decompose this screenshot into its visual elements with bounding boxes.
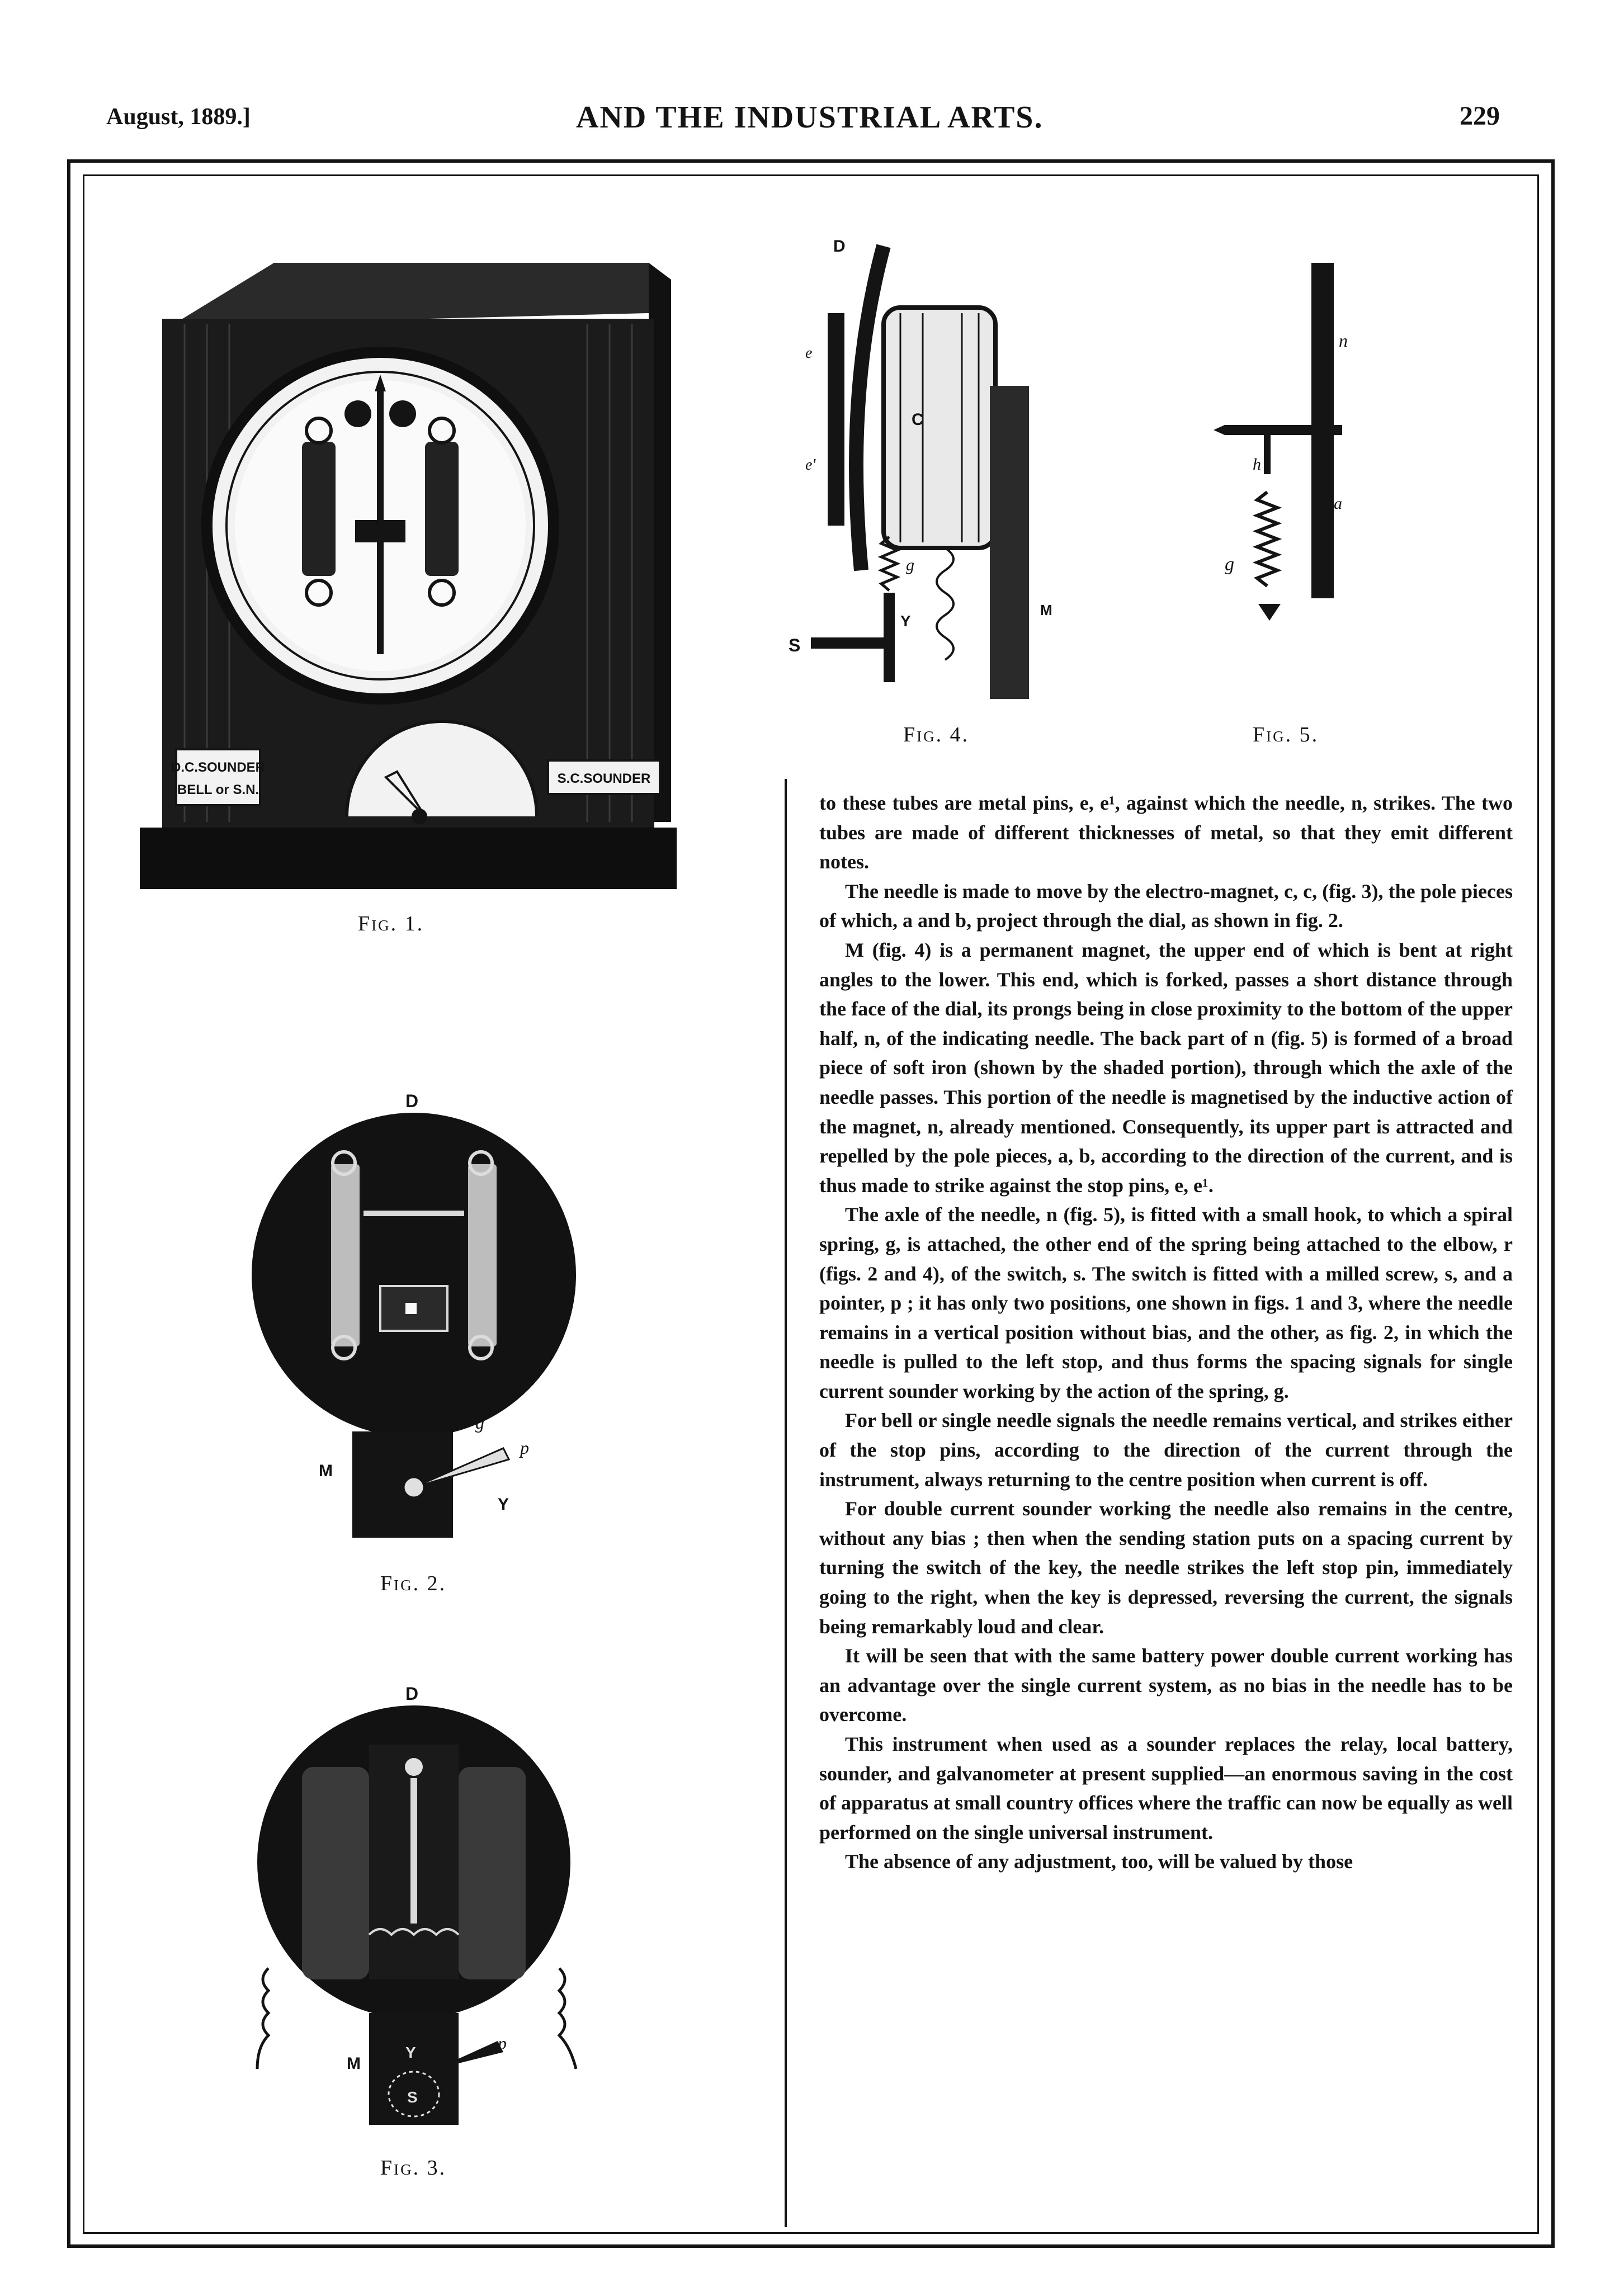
fig5-label-a: a [1334, 494, 1342, 513]
fig3-label-y: Y [405, 2044, 416, 2061]
fig4-label-y: Y [900, 612, 911, 630]
fig3-label-m: M [347, 2054, 361, 2073]
figure-3-interior-view [246, 1677, 626, 2142]
fig2-label-d: D [405, 1091, 419, 1111]
fig3-label-s: S [407, 2088, 418, 2106]
figure-5-needle [1202, 257, 1348, 671]
fig4-label-c: C [912, 410, 924, 429]
fig5-label-n: n [1339, 330, 1348, 351]
fig2-label-p: p [520, 1438, 529, 1458]
journal-title: AND THE INDUSTRIAL ARTS. [576, 100, 1044, 135]
article-body [819, 788, 1513, 1877]
paragraph: This instrument when used as a sounder replaces the relay, local battery, sounder, and galvanometer at present supplied—an enormous saving in the cost of apparatus at small country offices where the traffic can now be equally as well performed on the single universal instrument. [819, 1733, 1513, 1844]
fig3-label-d: D [405, 1684, 419, 1704]
fig1-plate-sc-sounder: S.C.SOUNDER [557, 771, 651, 786]
figure-1-caption: Fig. 1. [358, 912, 424, 935]
fig4-label-g: g [906, 556, 914, 574]
paragraph: It will be seen that with the same battery power double current working has an advantage over the single current system, as no bias in the needle has to be overcome. [819, 1644, 1513, 1726]
running-head [0, 0, 1624, 145]
fig4-label-d: D [833, 237, 846, 256]
fig2-label-y: Y [498, 1495, 509, 1514]
column-rule [785, 779, 787, 2227]
fig4-label-e1: e' [805, 456, 816, 474]
fig4-label-m: M [1040, 602, 1052, 618]
figure-4-caption: Fig. 4. [903, 723, 970, 746]
figure-4-side-view [777, 224, 1068, 710]
page-number: 229 [1460, 101, 1500, 131]
fig1-plate-bell: BELL or S.N. [177, 782, 259, 797]
paragraph: For bell or single needle signals the needle remains vertical, and strikes either of the stop pins, according to the direction of the current through the instrument, always returning to the centre position when current is off. [819, 1409, 1513, 1491]
fig5-label-g: g [1225, 554, 1234, 575]
figure-3-caption: Fig. 3. [380, 2156, 447, 2180]
paragraph: The axle of the needle, n (fig. 5), is fitted with a small hook, to which a spiral spring, g, is attached, the other end of the spring being attached to the elbow, r (figs. 2 and 4), of the switch, s. The switch is fitted with a milled screw, s, and a pointer, p ; it has only two positions, one shown in figs. 1 and 3, where the needle remains in a vertical position without bias, and the other, as fig. 2, in which the needle is pulled to the left stop, and thus forms the spacing signals for single current sounder working by the action of the spring, g. [819, 1203, 1513, 1402]
fig2-label-g: g [475, 1412, 484, 1433]
fig3-label-p: p [498, 2033, 507, 2053]
fig4-label-s: S [789, 635, 801, 655]
fig1-plate-dc-sounder: D.C.SOUNDER [171, 760, 266, 775]
fig2-label-m: M [319, 1462, 333, 1480]
figure-1-instrument-case [134, 257, 682, 900]
paragraph: M (fig. 4) is a permanent magnet, the upper end of which is bent at right angles to the lower. This end, which is forked, passes a short distance through the face of the dial, its prongs being in close proximity to the bottom of the upper half, n, of the indicating needle. The back part of n (fig. 5) is formed of a broad piece of soft iron (shown by the shaded portion), through which the axle of the needle passes. This portion of the needle is magnetised by the inductive action of the magnet, n, already mentioned. Consequently, its upper part is attracted and repelled by the pole pieces, a, b, according to the direction of the current, and is thus made to strike against the stop pins, e, e¹. [819, 938, 1513, 1197]
figure-2-rear-view [246, 1085, 593, 1560]
fig5-label-h: h [1253, 455, 1261, 474]
figure-2-caption: Fig. 2. [380, 1572, 447, 1595]
paragraph: The absence of any adjustment, too, will be valued by those [845, 1850, 1353, 1873]
paragraph: The needle is made to move by the electro-magnet, c, c, (fig. 3), the pole pieces of which, a and b, project through the dial, as shown in fig. 2. [819, 880, 1513, 932]
paragraph: to these tubes are metal pins, e, e¹, against which the needle, n, strikes. The two tubes are made of different thicknesses of metal, so that they emit different notes. [819, 792, 1513, 873]
paragraph: For double current sounder working the needle also remains in the centre, without any bias ; then when the sending station puts on a spacing current by turning the switch of the key, the needle strikes the left stop pin, immediately going to the right, when the key is depressed, reversing the current, the signals being remarkably loud and clear. [819, 1497, 1513, 1638]
figure-5-caption: Fig. 5. [1253, 723, 1319, 746]
fig4-label-e: e [805, 344, 813, 362]
issue-date: August, 1889.] [106, 104, 251, 130]
